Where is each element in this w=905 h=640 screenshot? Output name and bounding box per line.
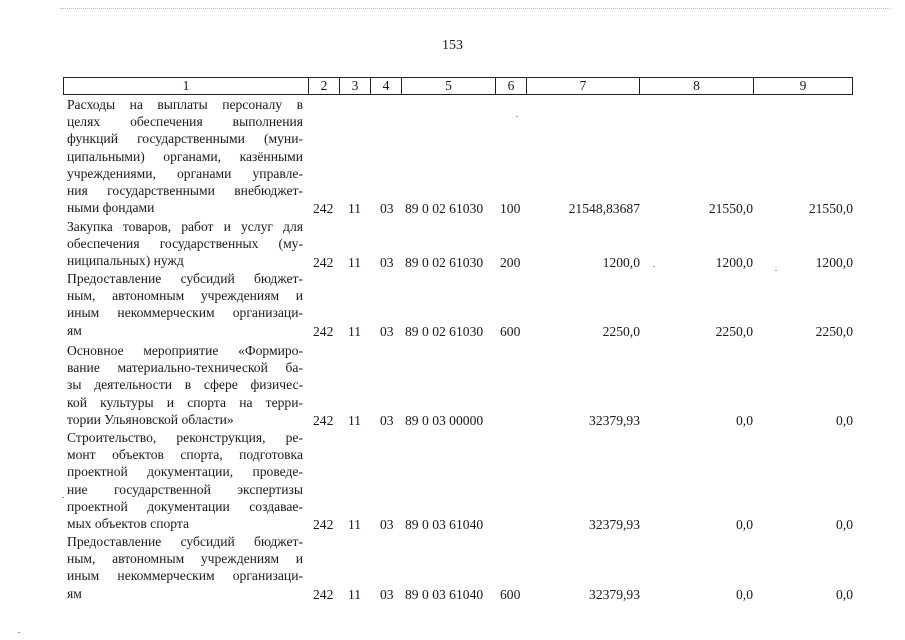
- description-line: ными фондами: [67, 200, 155, 216]
- description-line: проектной документации, проведе-: [67, 464, 303, 480]
- description-line: Предоставление субсидий бюджет-: [67, 534, 303, 549]
- column-header-2: 2: [309, 78, 340, 95]
- description-line: ниципальных) нужд: [67, 253, 184, 269]
- description-line: Расходы на выплаты персоналу в: [67, 97, 303, 112]
- subsection-code: 03: [380, 201, 394, 216]
- page-number: 153: [442, 38, 463, 53]
- section-code: 11: [348, 517, 362, 532]
- description-line: ным, автономным учреждениям и: [67, 288, 303, 304]
- description-line: ям: [67, 585, 82, 601]
- description-line: ным, автономным учреждениям и: [67, 551, 303, 567]
- amount-col7: 32379,93: [589, 413, 640, 428]
- ministry-code: 242: [313, 517, 334, 532]
- amount-col8: 21550,0: [708, 201, 753, 216]
- section-code: 11: [348, 324, 362, 339]
- description-line: ния государственными внебюджет-: [67, 183, 303, 199]
- amount-col8: 1200,0: [715, 255, 753, 270]
- amount-col8: 0,0: [736, 413, 753, 428]
- description-line: монт объектов спорта, подготовка: [67, 447, 303, 463]
- scan-speck: [18, 632, 20, 633]
- column-header-4: 4: [371, 78, 402, 95]
- amount-col9: 0,0: [836, 413, 853, 428]
- amount-col8: 0,0: [736, 517, 753, 532]
- target-article-code: 89 0 02 61030: [405, 255, 484, 270]
- amount-col7: 32379,93: [589, 587, 640, 602]
- ministry-code: 242: [313, 201, 334, 216]
- description-line: тории Ульяновской области»: [67, 411, 234, 427]
- expense-type-code: 100: [500, 201, 521, 216]
- row-description: [67, 270, 303, 339]
- column-number-header: [63, 77, 853, 95]
- subsection-code: 03: [380, 517, 394, 532]
- row-description: [67, 342, 303, 428]
- subsection-code: 03: [380, 255, 394, 270]
- section-code: 11: [348, 201, 362, 216]
- ministry-code: 242: [313, 324, 334, 339]
- row-description: [67, 533, 303, 602]
- scan-speck: [62, 497, 64, 498]
- target-article-code: 89 0 03 61040: [405, 587, 484, 602]
- description-line: учреждениями, органами управле-: [67, 165, 303, 181]
- description-line: иным некоммерческим организаци-: [67, 568, 303, 584]
- scan-speck: [516, 116, 518, 117]
- description-line: ципальными) органами, казёнными: [67, 148, 303, 164]
- description-line: целях обеспечения выполнения: [67, 114, 303, 130]
- description-line: Закупка товаров, работ и услуг для: [67, 219, 303, 234]
- amount-col7: 21548,83687: [568, 201, 640, 216]
- target-article-code: 89 0 03 61040: [405, 517, 484, 532]
- target-article-code: 89 0 03 00000: [405, 413, 484, 428]
- column-header-3: 3: [340, 78, 371, 95]
- description-line: Предоставление субсидий бюджет-: [67, 271, 303, 286]
- description-line: Строительство, реконструкция, ре-: [67, 430, 303, 445]
- ministry-code: 242: [313, 413, 334, 428]
- amount-col9: 2250,0: [815, 324, 853, 339]
- description-line: проектной документации создавае-: [67, 498, 303, 514]
- row-description: [67, 429, 303, 532]
- description-line: вание материально-технической ба-: [67, 360, 303, 376]
- scan-top-edge: [60, 8, 890, 10]
- ministry-code: 242: [313, 587, 334, 602]
- expense-type-code: 200: [500, 255, 521, 270]
- ministry-code: 242: [313, 255, 334, 270]
- amount-col8: 0,0: [736, 587, 753, 602]
- row-description: [67, 218, 303, 270]
- column-header-5: 5: [402, 78, 496, 95]
- description-line: зы деятельности в сфере физичес-: [67, 377, 303, 393]
- amount-col7: 2250,0: [602, 324, 640, 339]
- amount-col9: 0,0: [836, 517, 853, 532]
- subsection-code: 03: [380, 413, 394, 428]
- description-line: обеспечения государственных (му-: [67, 236, 303, 252]
- description-line: функций государственными (муни-: [67, 131, 303, 147]
- expense-type-code: 600: [500, 587, 521, 602]
- row-description: [67, 96, 303, 216]
- target-article-code: 89 0 02 61030: [405, 324, 484, 339]
- scan-speck: [653, 266, 655, 267]
- amount-col7: 32379,93: [589, 517, 640, 532]
- section-code: 11: [348, 413, 362, 428]
- amount-col7: 1200,0: [602, 255, 640, 270]
- description-line: иным некоммерческим организаци-: [67, 305, 303, 321]
- description-line: мых объектов спорта: [67, 516, 190, 532]
- scan-speck: [775, 270, 777, 271]
- subsection-code: 03: [380, 324, 394, 339]
- column-header-9: 9: [754, 78, 853, 95]
- column-header-7: 7: [527, 78, 640, 95]
- description-line: ям: [67, 322, 82, 338]
- section-code: 11: [348, 255, 362, 270]
- amount-col9: 1200,0: [815, 255, 853, 270]
- expense-type-code: 600: [500, 324, 521, 339]
- amount-col8: 2250,0: [715, 324, 753, 339]
- description-line: кой культуры и спорта на терри-: [67, 394, 303, 410]
- amount-col9: 0,0: [836, 587, 853, 602]
- subsection-code: 03: [380, 587, 394, 602]
- amount-col9: 21550,0: [808, 201, 853, 216]
- description-line: ние государственной экспертизы: [67, 481, 303, 497]
- description-line: Основное мероприятие «Формиро-: [67, 343, 303, 358]
- target-article-code: 89 0 02 61030: [405, 201, 484, 216]
- column-header-6: 6: [496, 78, 527, 95]
- column-header-1: 1: [64, 78, 309, 95]
- column-header-8: 8: [640, 78, 754, 95]
- section-code: 11: [348, 587, 362, 602]
